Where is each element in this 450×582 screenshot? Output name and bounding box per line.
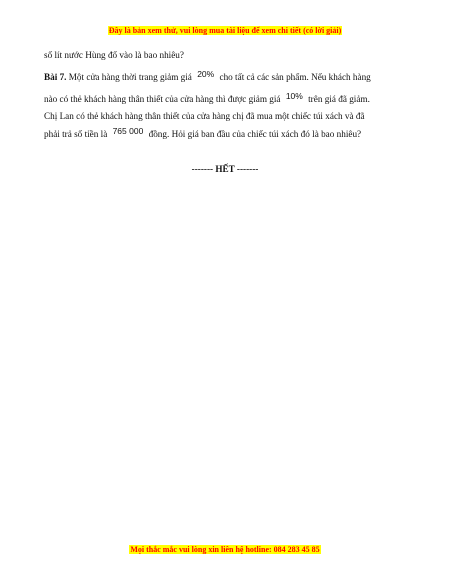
problem-line-3 — [44, 110, 365, 122]
problem-text-4b: đồng. Hỏi giá ban đầu của chiếc túi xách đó là bao nhiêu? — [148, 129, 362, 139]
price-paid: 765 000 — [112, 126, 144, 136]
problem-text-1a: Một cửa hàng thời trang giảm giá — [68, 72, 192, 82]
problem-line-2 — [44, 93, 370, 105]
problem-text-3: Chị Lan có thẻ khách hàng thân thiết của cửa hàng chị đã mua một chiếc túi xách và đã — [44, 111, 365, 121]
problem-text-2b: trên giá đã giảm. — [308, 94, 370, 104]
problem-line-4 — [44, 128, 361, 140]
problem-text-1b: cho tất cả các sản phẩm. Nếu khách hàng — [219, 72, 371, 82]
problem-line-1 — [44, 71, 371, 83]
end-marker: ------- HẾT ------- — [191, 164, 259, 174]
previous-problem-text: số lít nước Hùng đổ vào là bao nhiêu? — [44, 50, 184, 60]
discount-percent-2: 10% — [285, 91, 303, 101]
problem-text-2a: nào có thẻ khách hàng thân thiết của cửa hàng thì được giảm giá — [44, 94, 281, 104]
problem-label: Bài 7. — [44, 72, 67, 82]
preview-banner-text: Đây là bản xem thử, vui lòng mua tài liệu để xem chi tiết (có lời giải) — [108, 26, 342, 35]
hotline-banner-text: Mọi thắc mắc vui lòng xin liên hệ hotline: 084 283 45 85 — [130, 545, 320, 554]
problem-text-4a: phải trả số tiền là — [44, 129, 108, 139]
discount-percent-1: 20% — [197, 69, 215, 79]
preview-banner — [0, 26, 450, 36]
previous-problem-tail — [44, 49, 184, 61]
hotline-banner — [0, 545, 450, 555]
